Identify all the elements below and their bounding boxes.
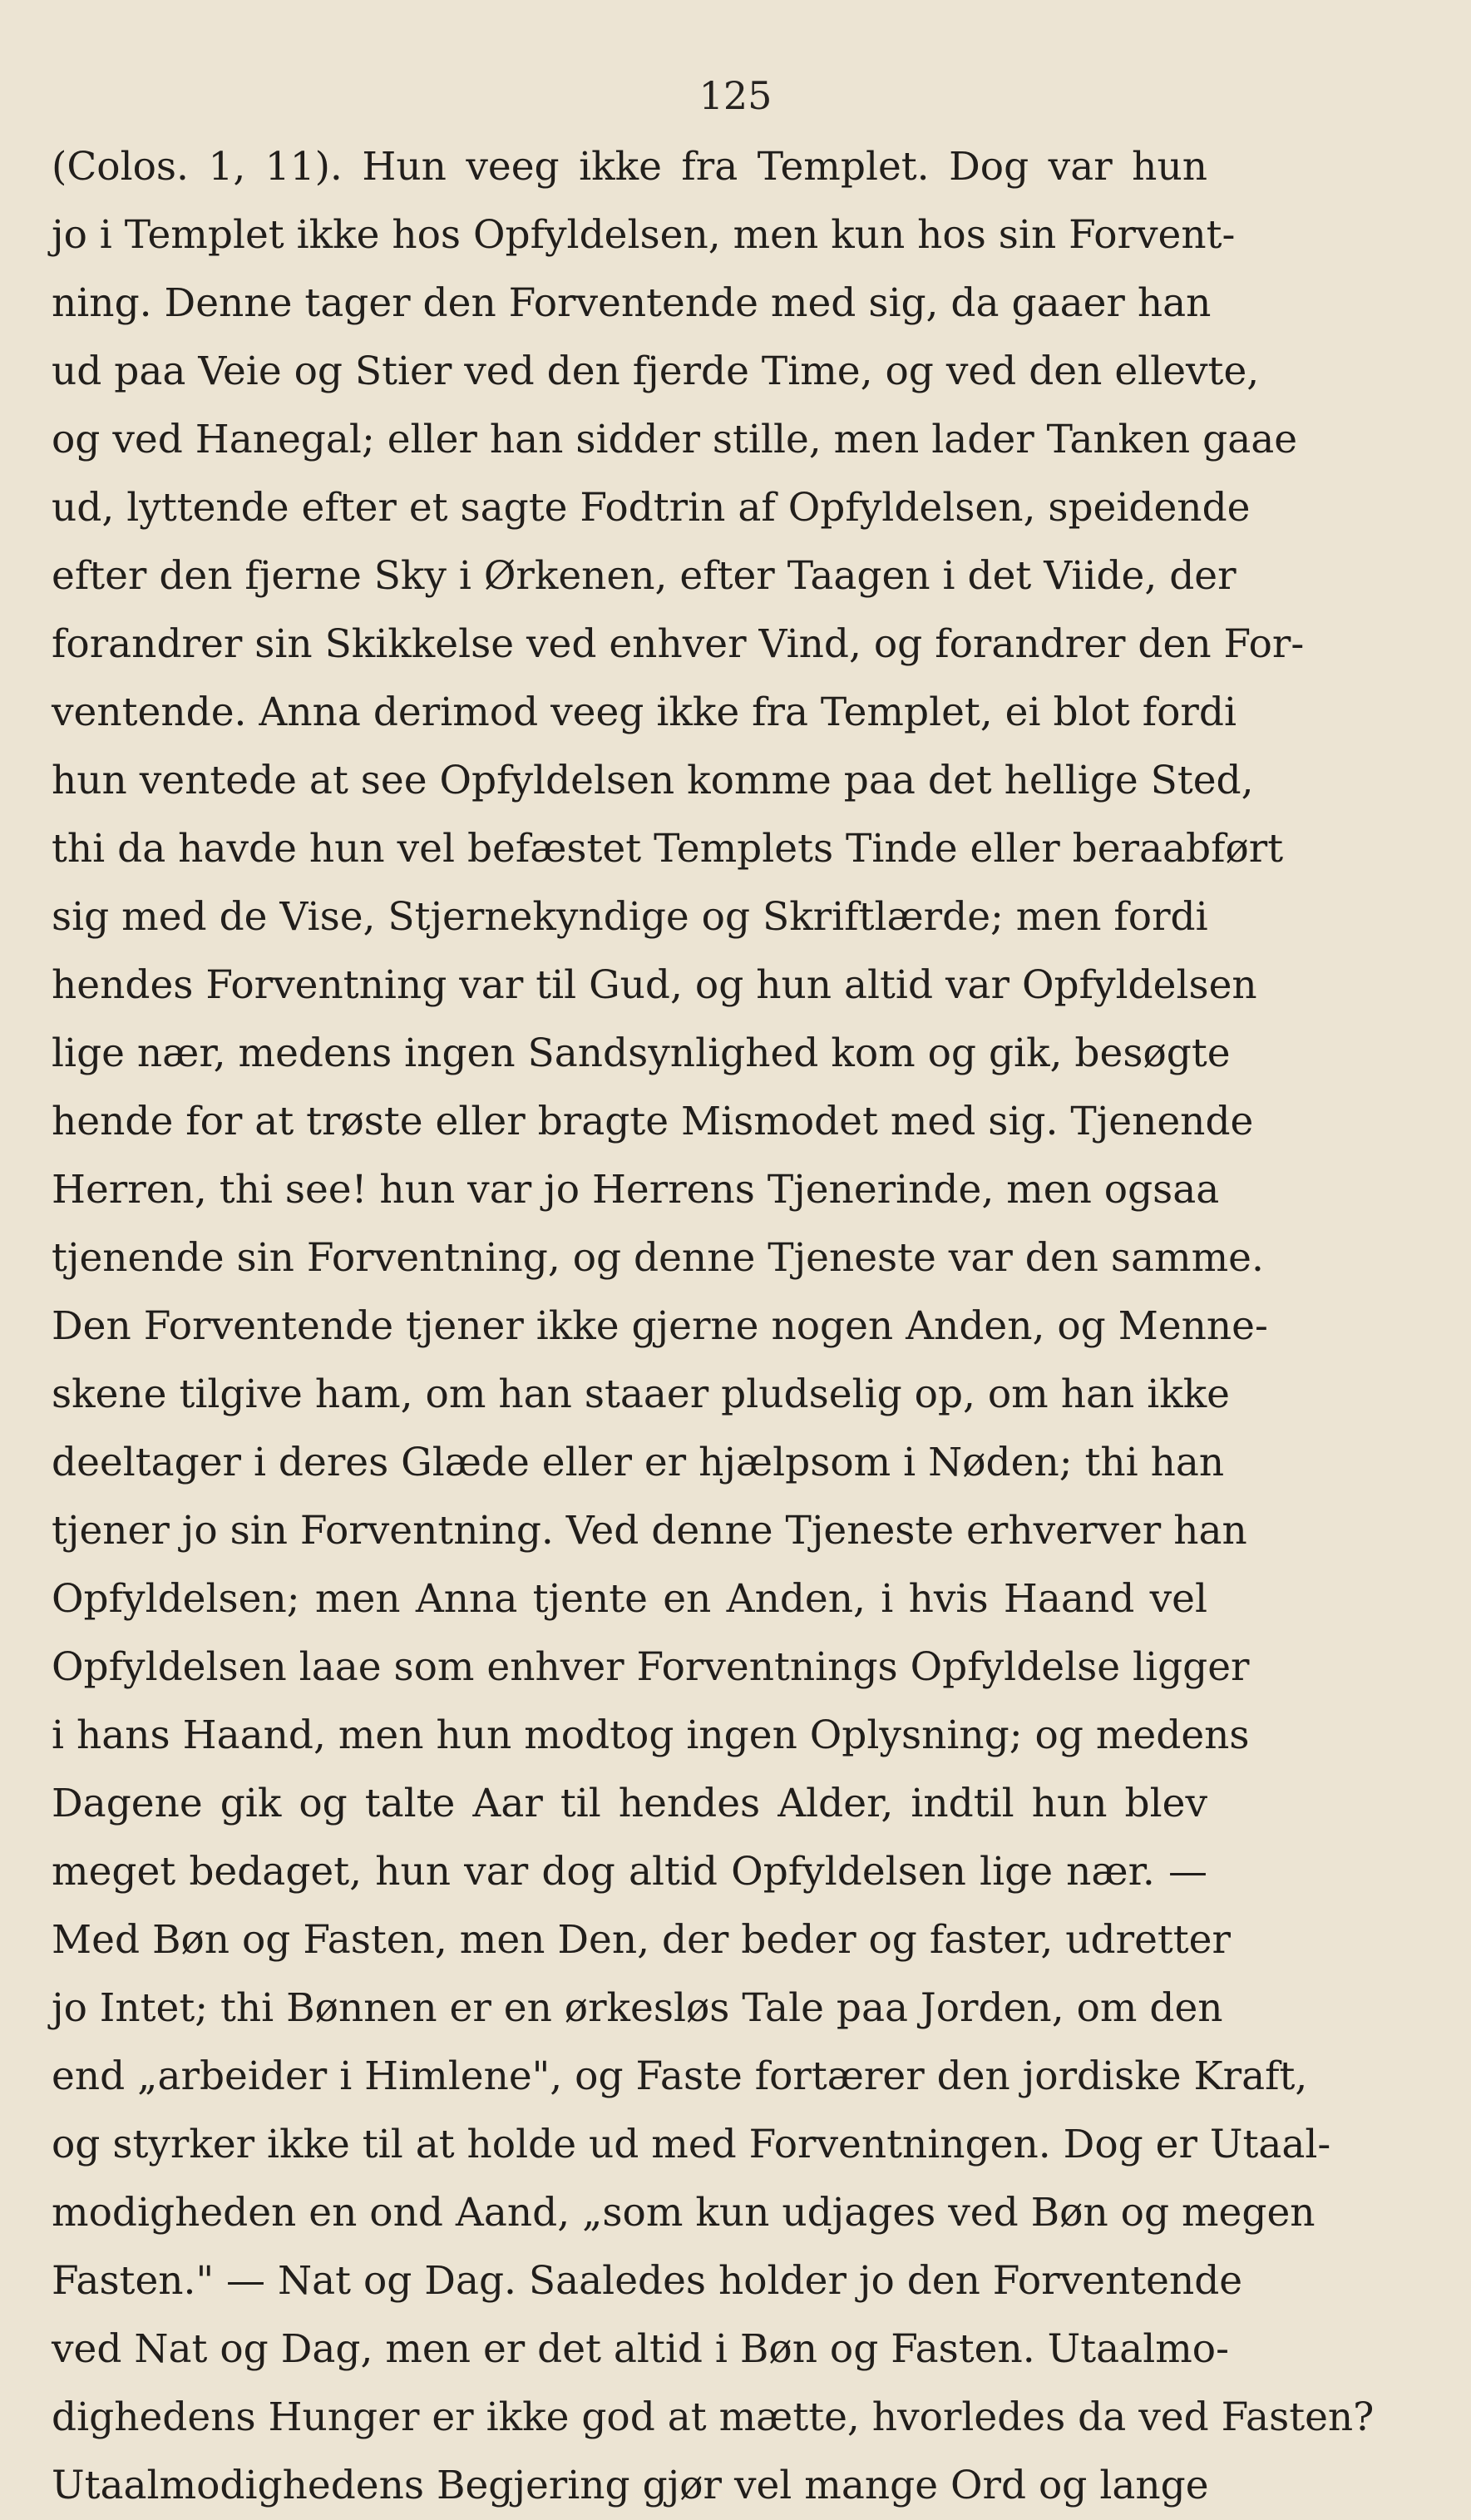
text-line: Fasten." — Nat og Dag. Saaledes holder jo den Forventende <box>52 2258 1243 2304</box>
page-number: 125 <box>698 73 773 118</box>
text-line: skene tilgive ham, om han staaer pludselig op, om han ikke <box>52 1371 1230 1417</box>
text-line: dighedens Hunger er ikke god at mætte, hvorledes da ved Fasten? <box>52 2394 1375 2440</box>
text-line: og ved Hanegal; eller han sidder stille, men lader Tanken gaae <box>52 417 1298 462</box>
text-line: end „arbeider i Himlene", og Faste fortærer den jordiske Kraft, <box>52 2053 1308 2099</box>
text-line: Med Bøn og Fasten, men Den, der beder og faster, udretter <box>52 1917 1231 1963</box>
text-line: ud, lyttende efter et sagte Fodtrin af Opfyldelsen, speidende <box>52 485 1251 531</box>
text-line: hun ventede at see Opfyldelsen komme paa det hellige Sted, <box>52 758 1254 803</box>
text-line: meget bedaget, hun var dog altid Opfyldelsen lige nær. — <box>52 1849 1207 1895</box>
text-line: ud paa Veie og Stier ved den fjerde Time, og ved den ellevte, <box>52 348 1260 394</box>
text-line: ventende. Anna derimod veeg ikke fra Templet, ei blot fordi <box>52 689 1237 735</box>
text-line: tjenende sin Forventning, og denne Tjeneste var den samme. <box>52 1235 1264 1281</box>
text-line: forandrer sin Skikkelse ved enhver Vind, og forandrer den For- <box>52 621 1305 667</box>
text-line: i hans Haand, men hun modtog ingen Oplysning; og medens <box>52 1712 1250 1758</box>
text-line: Den Forventende tjener ikke gjerne nogen Anden, og Menne- <box>52 1303 1268 1349</box>
text-line: efter den fjerne Sky i Ørkenen, efter Taagen i det Viide, der <box>52 553 1237 599</box>
text-line: Utaalmodighedens Begjering gjør vel mange Ord og lange <box>52 2463 1209 2508</box>
text-line: modigheden en ond Aand, „som kun udjages ved Bøn og megen <box>52 2190 1316 2236</box>
text-line: tjener jo sin Forventning. Ved denne Tjeneste erhverver han <box>52 1508 1247 1554</box>
text-line: og styrker ikke til at holde ud med Forventningen. Dog er Utaal- <box>52 2122 1331 2167</box>
text-line: Opfyldelsen; men Anna tjente en Anden, i hvis Haand vel <box>52 1576 1207 1622</box>
text-line: ning. Denne tager den Forventende med sig, da gaaer han <box>52 280 1212 326</box>
text-line: hendes Forventning var til Gud, og hun altid var Opfyldelsen <box>52 962 1257 1008</box>
text-line: (Colos. 1, 11). Hun veeg ikke fra Templet. Dog var hun <box>52 144 1207 190</box>
text-line: jo Intet; thi Bønnen er en ørkesløs Tale paa Jorden, om den <box>52 1985 1223 2031</box>
text-line: thi da havde hun vel befæstet Templets Tinde eller beraabført <box>52 826 1284 872</box>
text-line: deeltager i deres Glæde eller er hjælpsom i Nøden; thi han <box>52 1440 1225 1485</box>
text-line: sig med de Vise, Stjernekyndige og Skriftlærde; men fordi <box>52 894 1208 940</box>
text-line: Herren, thi see! hun var jo Herrens Tjenerinde, men ogsaa <box>52 1167 1220 1213</box>
text-line: Opfyldelsen laae som enhver Forventnings Opfyldelse ligger <box>52 1644 1250 1690</box>
body-text <box>52 133 1375 2520</box>
text-line: hende for at trøste eller bragte Mismodet med sig. Tjenende <box>52 1099 1254 1144</box>
text-line: ved Nat og Dag, men er det altid i Bøn og Fasten. Utaalmo- <box>52 2326 1229 2372</box>
text-line: Dagene gik og talte Aar til hendes Alder, indtil hun blev <box>52 1781 1207 1826</box>
text-line: jo i Templet ikke hos Opfyldelsen, men kun hos sin Forvent- <box>52 212 1236 258</box>
text-line: lige nær, medens ingen Sandsynlighed kom og gik, besøgte <box>52 1030 1231 1076</box>
